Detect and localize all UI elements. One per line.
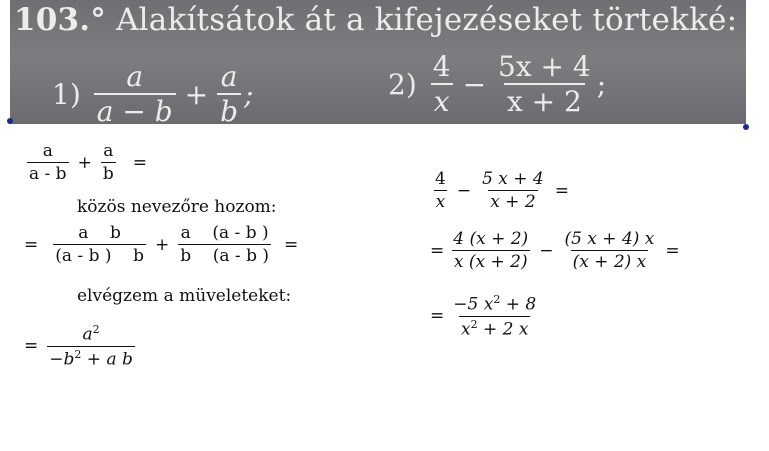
- fraction: [53, 222, 146, 267]
- denominator-rest: + a b: [86, 349, 133, 370]
- part2-fraction-1: [430, 50, 454, 118]
- denominator: x (x + 2): [453, 252, 528, 272]
- minus-sign: −: [49, 349, 64, 370]
- denominator: (a - b ) b: [55, 246, 144, 266]
- equals-sign: =: [430, 240, 445, 261]
- numerator: a: [42, 141, 53, 161]
- terminator: ;: [244, 77, 254, 111]
- denominator-term: x: [460, 319, 471, 340]
- numerator: a b: [78, 223, 121, 243]
- fraction: [480, 168, 546, 213]
- fraction: [562, 228, 656, 273]
- problem-instruction: Alakítsátok át a kifejezéseket törtekké:: [116, 2, 738, 38]
- problem-part-2: [388, 50, 606, 118]
- operator: +: [184, 77, 209, 111]
- denominator-base: b: [63, 349, 75, 370]
- numerator: 5x + 4: [498, 50, 591, 83]
- denominator: a - b: [29, 164, 67, 184]
- left-line-1: [24, 140, 153, 185]
- denominator: a − b: [94, 93, 176, 128]
- right-line-2: [430, 228, 686, 273]
- equals-sign: =: [430, 306, 445, 327]
- numerator: a: [126, 60, 144, 93]
- equals-sign: =: [132, 152, 147, 173]
- equals-sign: =: [554, 180, 570, 201]
- part1-fraction-1: [94, 60, 176, 128]
- denominator: [459, 316, 530, 341]
- terminator: ;: [596, 67, 607, 101]
- fraction-result: [451, 292, 538, 340]
- problem-number: 103.°: [14, 2, 107, 38]
- denominator: x: [431, 83, 453, 118]
- fraction: [27, 140, 69, 185]
- numerator-exponent: 2: [92, 323, 100, 336]
- part2-fraction-2: [495, 50, 594, 118]
- numerator: 4: [435, 169, 446, 189]
- note-common-denominator: közös nevezőre hozom:: [77, 197, 277, 217]
- denominator: b: [102, 164, 114, 184]
- fraction: [178, 222, 271, 267]
- part2-label: 2): [388, 67, 417, 101]
- numerator: [451, 292, 538, 316]
- denominator: (x + 2) x: [572, 252, 647, 272]
- denominator: b (a - b ): [180, 246, 269, 266]
- numerator: 4: [432, 50, 451, 83]
- minus-sign: −: [456, 180, 472, 201]
- equals-sign: =: [24, 336, 39, 357]
- plus-sign: +: [155, 234, 170, 255]
- denominator: x + 2: [504, 83, 585, 118]
- numerator: a: [103, 141, 114, 161]
- numerator: 4 (x + 2): [453, 229, 529, 249]
- equals-sign: =: [24, 234, 39, 255]
- numerator: (5 x + 4) x: [564, 229, 655, 249]
- denominator: b: [217, 93, 241, 128]
- right-line-3: [430, 292, 541, 340]
- numerator: [80, 322, 101, 346]
- left-line-2: [24, 222, 304, 267]
- fraction: [101, 140, 116, 185]
- numerator: a (a - b ): [180, 223, 269, 243]
- equals-sign: =: [284, 234, 299, 255]
- numerator-exponent: 2: [493, 293, 501, 306]
- denominator-exponent: 2: [470, 317, 478, 331]
- numerator-term: −5 x: [453, 294, 494, 315]
- denominator-rest: + 2 x: [482, 319, 529, 340]
- right-line-1: [430, 168, 575, 213]
- image-corner-point-right[interactable]: [743, 124, 749, 130]
- part1-fraction-2: [217, 60, 241, 128]
- equals-sign: =: [665, 240, 680, 261]
- operator: −: [462, 67, 487, 101]
- problem-part-1: [52, 60, 253, 128]
- numerator: a: [220, 60, 238, 93]
- denominator: [47, 346, 135, 371]
- minus-sign: −: [539, 240, 554, 261]
- textbook-scan-image: [10, 0, 746, 128]
- left-line-3: [24, 322, 138, 370]
- part1-label: 1): [52, 77, 81, 111]
- problem-heading: [14, 2, 737, 38]
- numerator: 5 x + 4: [482, 169, 544, 189]
- fraction: [433, 168, 448, 213]
- denominator-exponent: 2: [74, 347, 82, 361]
- denominator: x: [435, 192, 446, 212]
- fraction-result: [47, 322, 135, 370]
- note-perform-operations: elvégzem a müveleteket:: [77, 286, 292, 306]
- numerator-base: a: [82, 324, 93, 345]
- fraction: [451, 228, 530, 273]
- image-corner-point-left[interactable]: [7, 118, 13, 124]
- denominator: x + 2: [490, 192, 536, 212]
- numerator-rest: + 8: [505, 294, 537, 315]
- plus-sign: +: [77, 152, 92, 173]
